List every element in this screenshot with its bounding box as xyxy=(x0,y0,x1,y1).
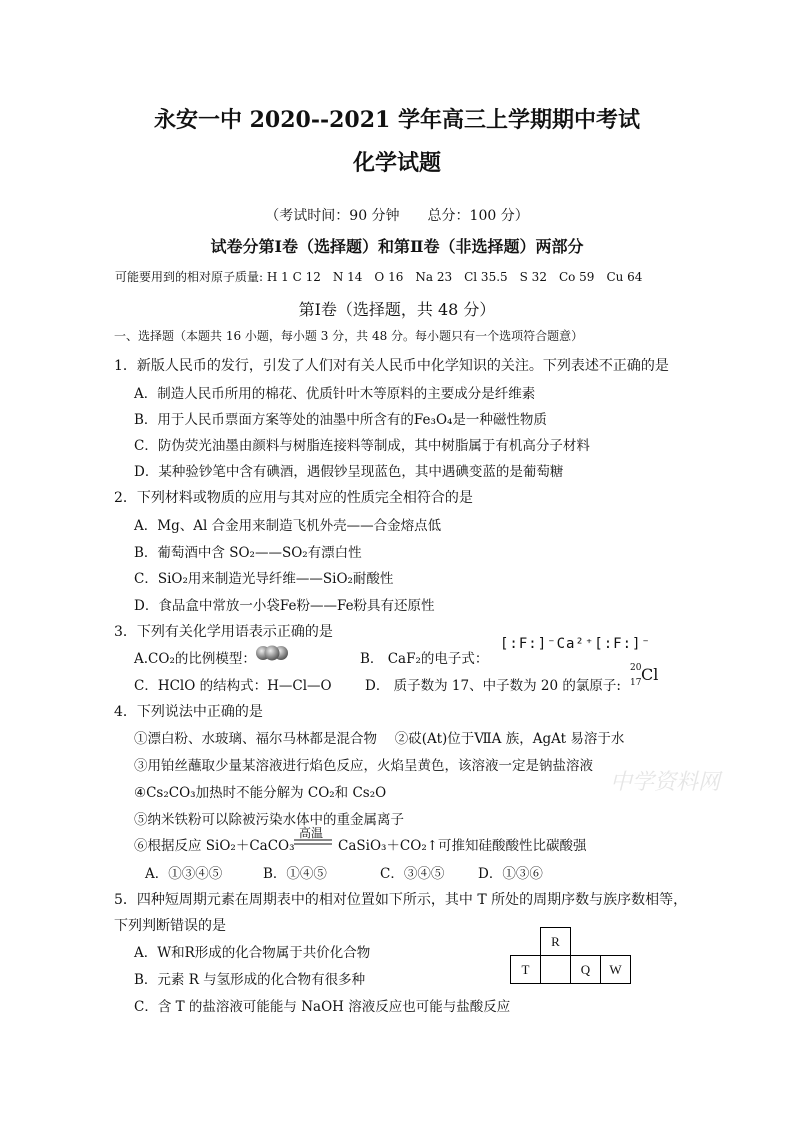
question-5-stem-line-1: 5．四种短周期元素在周期表中的相对位置如下所示，其中 T 所处的周期序数与族序数相等， xyxy=(114,892,688,908)
question-4-option-a: A．①③④⑤ xyxy=(145,866,223,882)
periodic-table-fragment xyxy=(510,927,631,984)
question-4-option-b: B．①④⑤ xyxy=(263,866,327,882)
chlorine-mass-number: 20 xyxy=(630,663,642,673)
question-3-option-a: A.CO₂的比例模型： xyxy=(134,651,256,667)
chlorine-atomic-number: 17 xyxy=(630,678,642,688)
element-cell-r: R xyxy=(541,928,571,956)
question-2-option-a: A．Mg、Al 合金用来制造飞机外壳——合金熔点低 xyxy=(134,518,442,534)
question-2-stem: 2．下列材料或物质的应用与其对应的性质完全相符合的是 xyxy=(114,490,473,506)
watermark: 中学资料网 xyxy=(610,770,721,795)
question-4-statement-6-right: CaSiO₃＋CO₂↑可推知硅酸酸性比碳酸强 xyxy=(338,838,587,854)
element-cell-q: Q xyxy=(571,956,601,984)
question-3-stem: 3．下列有关化学用语表示正确的是 xyxy=(114,624,333,640)
element-cell-w: W xyxy=(601,956,631,984)
question-4-statement-3: ③用铂丝蘸取少量某溶液进行焰色反应，火焰呈黄色，该溶液一定是钠盐溶液 xyxy=(134,758,593,774)
reaction-equals-sign xyxy=(292,838,334,846)
question-3-option-d: D． 质子数为 17、中子数为 20 的氯原子: xyxy=(365,678,621,694)
question-1-option-c: C．防伪荧光油墨由颜料与树脂连接料等制成，其中树脂属于有机高分子材料 xyxy=(134,438,590,454)
caf2-electron-formula: [:F:]⁻Ca²⁺[:F:]⁻ xyxy=(500,636,651,652)
question-4-statement-6-left: ⑥根据反应 SiO₂＋CaCO₃ xyxy=(134,838,295,854)
question-4-stem: 4．下列说法中正确的是 xyxy=(114,704,263,720)
question-1-stem: 1．新版人民币的发行，引发了人们对有关人民币中化学知识的关注。下列表述不正确的是 xyxy=(114,358,669,374)
question-4-option-c: C．③④⑤ xyxy=(380,866,445,882)
question-1-option-d: D．某种验钞笔中含有碘酒，遇假钞呈现蓝色，其中遇碘变蓝的是葡萄糖 xyxy=(134,464,564,480)
question-3-option-b: B． CaF₂的电子式： xyxy=(360,651,489,667)
question-4-statement-5: ⑤纳米铁粉可以除被污染水体中的重金属离子 xyxy=(134,812,404,828)
element-cell-t: T xyxy=(511,956,541,984)
section-heading: 第Ⅰ卷（选择题，共 48 分） xyxy=(298,300,496,319)
chlorine-symbol: Cl xyxy=(641,665,659,684)
question-2-option-d: D．食品盒中常放一小袋Fe粉——Fe粉具有还原性 xyxy=(134,598,435,614)
question-5-option-a: A．W和R形成的化合物属于共价化合物 xyxy=(134,945,371,961)
question-5-option-c: C．含 T 的盐溶液可能能与 NaOH 溶液反应也可能与盐酸反应 xyxy=(134,999,511,1015)
question-1-option-b: B．用于人民币票面方案等处的油墨中所含有的Fe₃O₄是一种磁性物质 xyxy=(134,412,547,428)
question-5-stem-line-2: 下列判断错误的是 xyxy=(114,918,226,934)
question-2-option-c: C．SiO₂用来制造光导纤维——SiO₂耐酸性 xyxy=(134,571,394,587)
question-5-option-b: B．元素 R 与氢形成的化合物有很多种 xyxy=(134,972,366,988)
question-4-statement-4: ④Cs₂CO₃加热时不能分解为 CO₂和 Cs₂O xyxy=(134,785,387,801)
question-4-option-d: D．①③⑥ xyxy=(478,866,543,882)
exam-subtitle: 化学试题 xyxy=(352,150,441,176)
exam-title: 永安一中 2020--2021 学年高三上学期期中考试 xyxy=(153,107,641,133)
co2-space-filling-model xyxy=(254,644,290,662)
element-cell-empty xyxy=(541,956,571,984)
paper-structure: 试卷分第Ⅰ卷（选择题）和第Ⅱ卷（非选择题）两部分 xyxy=(210,237,584,256)
question-4-statement-1-2: ①漂白粉、水玻璃、福尔马林都是混合物 ②砹(At)位于ⅦA 族，AgAt 易溶于水 xyxy=(134,731,625,747)
reaction-condition: 高温 xyxy=(299,826,324,840)
question-2-option-b: B．葡萄酒中含 SO₂——SO₂有漂白性 xyxy=(134,545,362,561)
question-1-option-a: A．制造人民币所用的棉花、优质针叶木等原料的主要成分是纤维素 xyxy=(134,386,536,402)
exam-info: （考试时间：90 分钟 总分：100 分） xyxy=(265,208,529,224)
atomic-masses: 可能要用到的相对原子质量: H 1 C 12 N 14 O 16 Na 23 Cl 35.5 S 32 Co 59 Cu 64 xyxy=(115,270,643,284)
question-3-option-c: C．HClO 的结构式：H—Cl—O xyxy=(134,678,332,694)
section-instructions: 一、选择题（本题共 16 小题，每小题 3 分，共 48 分。每小题只有一个选项符合题意） xyxy=(114,329,584,343)
